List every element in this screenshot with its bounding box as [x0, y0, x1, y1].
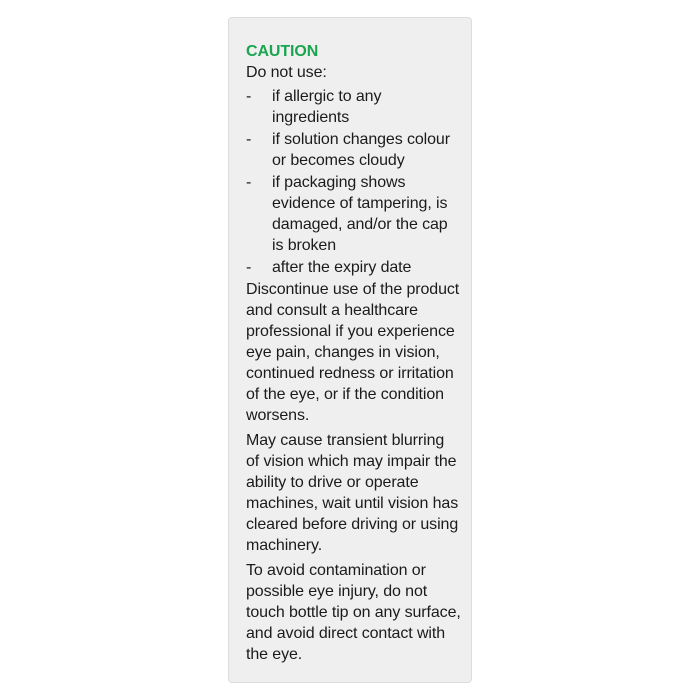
bullet-dash: - [246, 88, 252, 105]
blurring-paragraph: May cause transient blurring of vision which may impair the ability to drive or operate machines, wait until vision has cleared before driving or using machinery. [246, 432, 459, 554]
list-item-text: if solution changes colour or becomes cloudy [272, 131, 450, 169]
list-item [246, 129, 461, 171]
list-item-text: if packaging shows evidence of tampering, is damaged, and/or the cap is broken [272, 174, 448, 254]
contamination-paragraph: To avoid contamination or possible eye injury, do not touch bottle tip on any surface, and avoid direct contact with the eye. [246, 562, 461, 663]
list-item-text: if allergic to any ingredients [272, 88, 382, 126]
bullet-dash: - [246, 131, 252, 148]
list-item [246, 257, 461, 278]
caution-panel [228, 17, 472, 683]
list-item-text: after the expiry date [272, 259, 412, 276]
do-not-use-list [246, 86, 461, 278]
discontinue-use-paragraph: Discontinue use of the product and consult a healthcare professional if you experience eye pain, changes in vision, continued redness or irritation of the eye, or if the condition worsens. [246, 281, 460, 424]
list-item [246, 86, 461, 128]
caution-content [246, 41, 461, 669]
caution-heading: CAUTION [246, 43, 319, 60]
bullet-dash: - [246, 174, 252, 191]
list-item [246, 172, 461, 256]
bullet-dash: - [246, 259, 252, 276]
do-not-use-intro: Do not use: [246, 64, 327, 81]
